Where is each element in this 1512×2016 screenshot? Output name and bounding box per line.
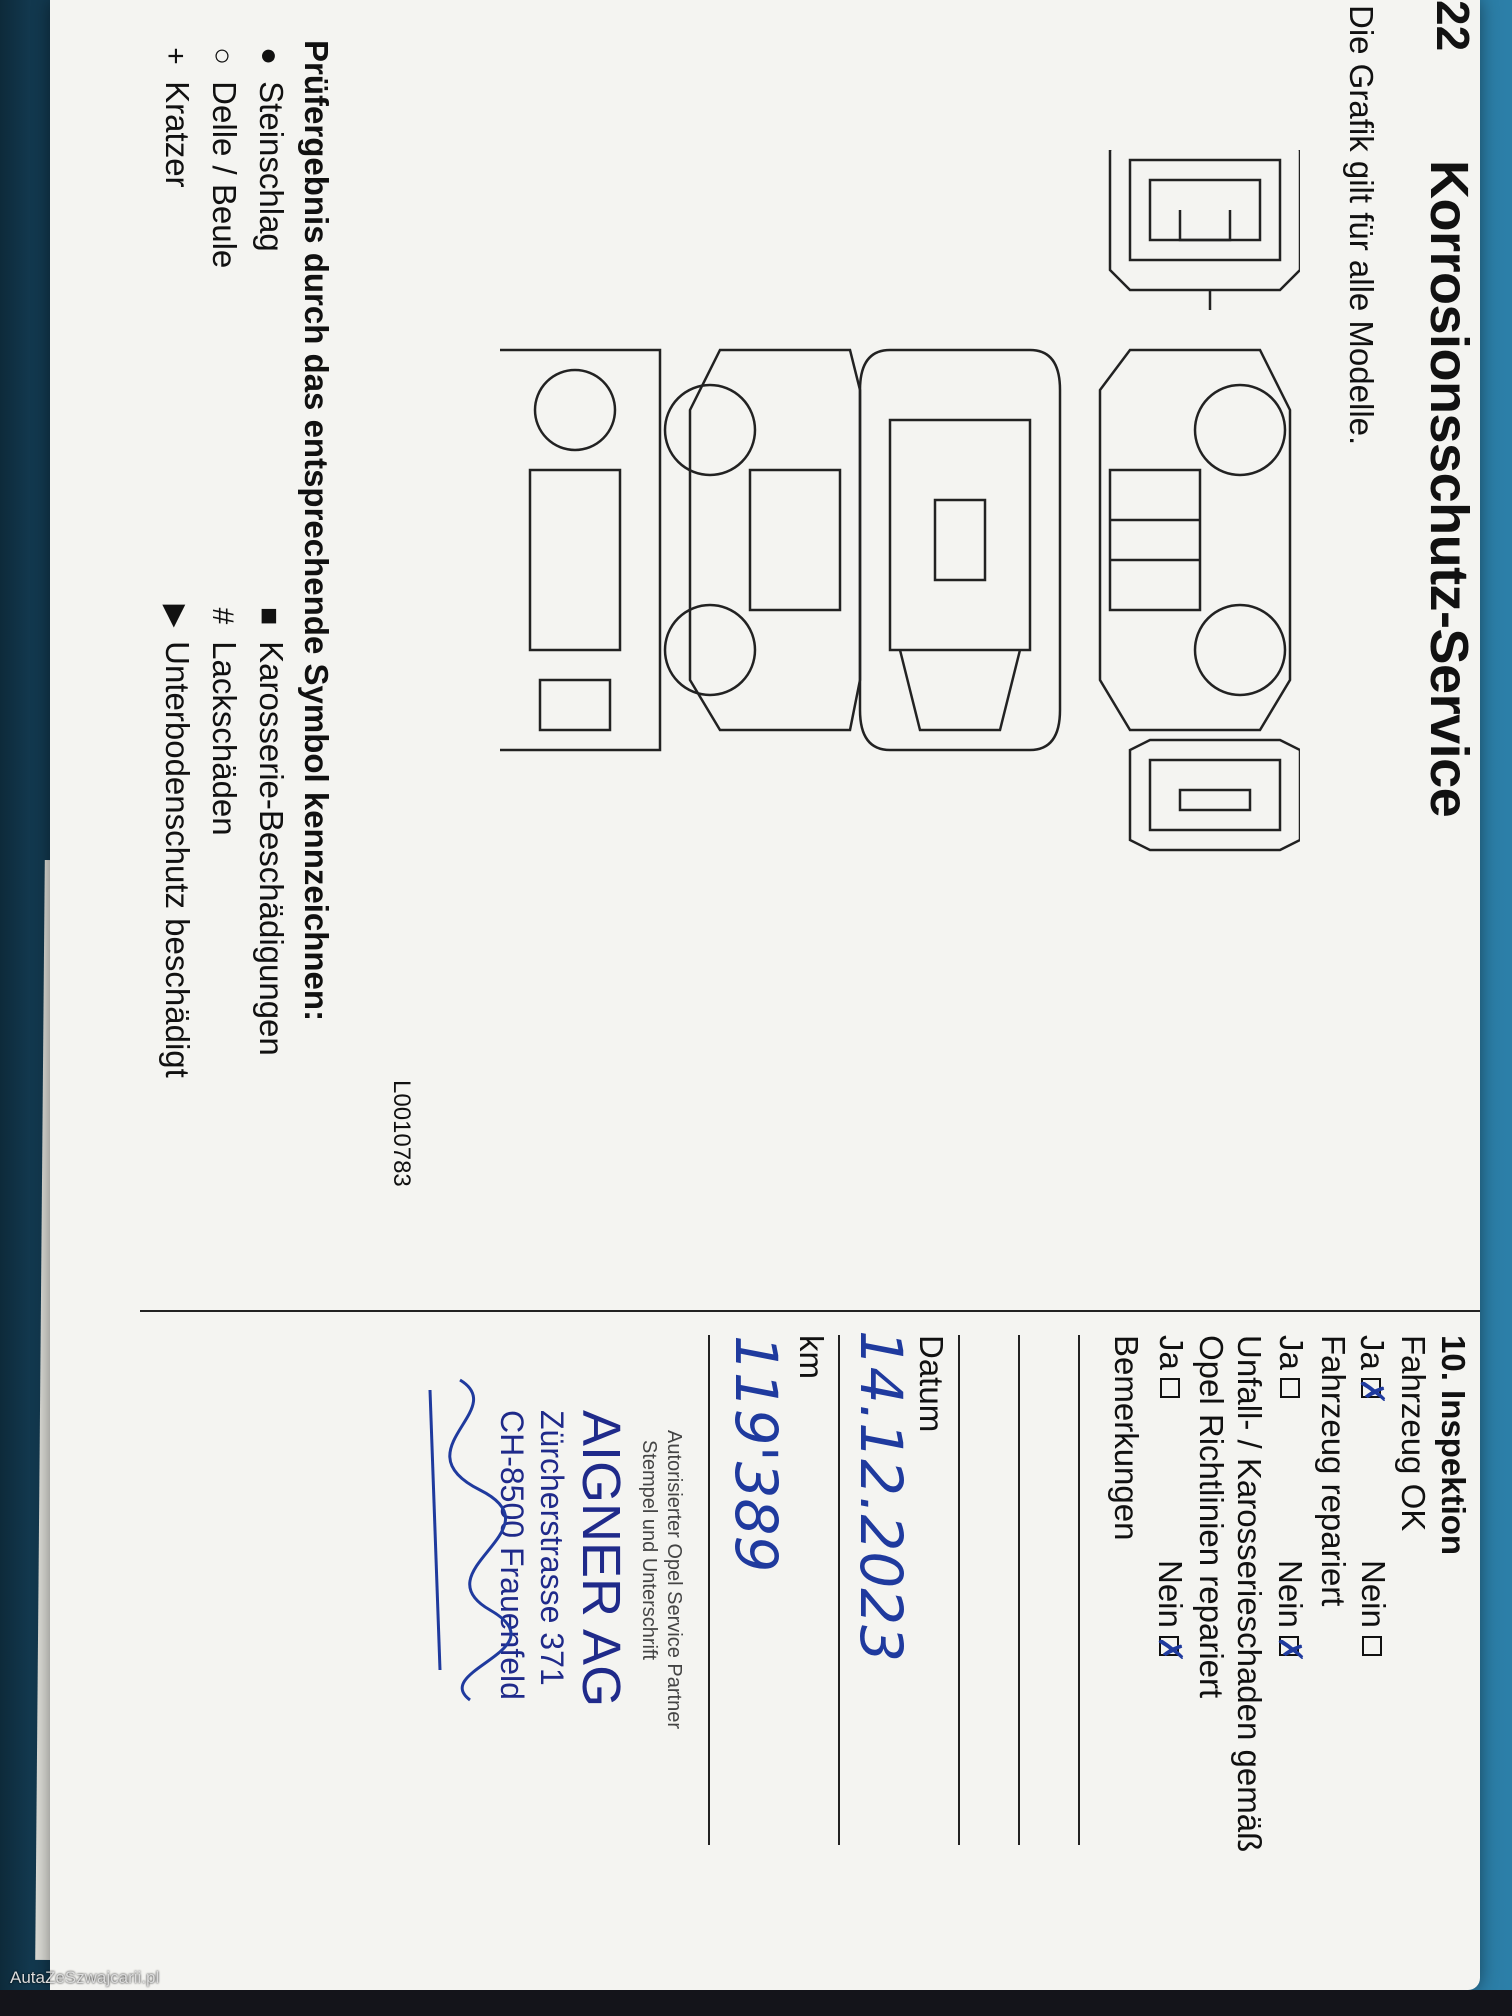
nein-label: Nein — [1272, 1560, 1309, 1628]
ja-checkbox[interactable] — [1160, 1378, 1180, 1398]
remarks-label: Bemerkungen — [1108, 1335, 1145, 1541]
legend-symbol: ○ — [206, 46, 239, 66]
stamp-caption-2: Stempel und Unterschrift — [638, 1440, 660, 1661]
repariert-ja[interactable] — [1272, 1335, 1310, 1398]
legend-label: Kratzer — [159, 81, 196, 188]
nein-checkbox[interactable] — [1362, 1636, 1382, 1656]
legend-item-lack — [205, 600, 243, 836]
car-diagram — [500, 150, 1300, 1050]
legend-item-kratzer — [158, 40, 196, 188]
legend-label: Lackschäden — [206, 641, 243, 836]
legend-symbol: ▶ — [159, 604, 192, 628]
km-label: km — [793, 1335, 830, 1379]
fahrzeug-ok-ja[interactable] — [1353, 1335, 1392, 1406]
unfall-label-1: Unfall- / Karosserieschaden gemäß — [1231, 1335, 1268, 1853]
left-side-drawing — [1100, 350, 1290, 730]
signature-drawing — [380, 1370, 520, 1710]
ja-label: Ja — [1153, 1335, 1190, 1370]
legend-item-delle — [205, 40, 243, 268]
date-label: Datum — [913, 1335, 950, 1433]
legend-label: Delle / Beule — [206, 81, 243, 269]
right-side-drawing — [665, 350, 860, 730]
diagram-subtitle: Die Grafik gilt für alle Modelle. — [1343, 5, 1380, 446]
front-view-drawing — [1110, 150, 1300, 310]
inspection-heading: 10. Inspektion — [1435, 1335, 1472, 1556]
remarks-line[interactable] — [1018, 1335, 1020, 1845]
ja-label: Ja — [1273, 1335, 1310, 1370]
watermark: AutaZeSzwajcarii.pl — [10, 1968, 160, 1987]
rotated-content — [50, 0, 1480, 2016]
check-mark-icon: ✗ — [1353, 1377, 1392, 1406]
page-number: 22 — [1427, 0, 1479, 52]
date-value: 14.12.2023 — [847, 1330, 915, 1663]
legend-heading: Prüfergebnis durch das entsprechende Symbol kennzeichnen: — [298, 40, 335, 1022]
legend-item-unterboden — [158, 600, 196, 1078]
ja-label: Ja — [1354, 1335, 1391, 1370]
fahrzeug-repariert-label: Fahrzeug repariert — [1315, 1335, 1352, 1607]
image-code: L0010783 — [388, 1080, 415, 1187]
fahrzeug-ok-nein[interactable] — [1354, 1560, 1392, 1656]
legend-symbol: + — [159, 47, 192, 65]
legend-item-karosserie — [252, 600, 290, 1056]
remarks-line[interactable] — [958, 1335, 960, 1845]
fahrzeug-ok-label: Fahrzeug OK — [1395, 1335, 1432, 1532]
page-title: Korrosionsschutz-Service — [1419, 160, 1479, 818]
nein-label: Nein — [1152, 1560, 1189, 1628]
column-divider — [140, 1310, 1480, 1312]
ja-checkbox[interactable] — [1280, 1378, 1300, 1398]
dark-bottom-edge — [0, 1990, 1512, 2016]
stamp-name: AIGNER AG — [571, 1410, 631, 1708]
check-mark-icon: ✗ — [1271, 1635, 1310, 1664]
legend-label: Karosserie-Beschädigungen — [253, 641, 290, 1056]
stamp-street: Zürcherstrasse 371 — [534, 1410, 570, 1686]
stamp-caption-1: Autorisierter Opel Service Partner — [663, 1430, 685, 1730]
repariert-nein[interactable] — [1271, 1560, 1310, 1664]
underbody-drawing — [500, 350, 660, 750]
legend-label: Steinschlag — [253, 81, 290, 252]
legend-symbol: ■ — [253, 606, 286, 626]
km-value: 119'389 — [722, 1335, 790, 1573]
nein-label: Nein — [1355, 1560, 1392, 1628]
unfall-ja[interactable] — [1152, 1335, 1190, 1398]
date-line[interactable] — [838, 1335, 840, 1845]
rear-view-drawing — [1130, 740, 1300, 850]
legend-item-steinschlag — [252, 40, 290, 252]
legend-symbol: # — [206, 607, 239, 625]
unfall-label-2: Opel Richtlinien repariert — [1193, 1335, 1230, 1699]
legend-label: Unterbodenschutz beschädigt — [159, 641, 196, 1078]
remarks-line[interactable] — [1078, 1335, 1080, 1845]
km-line[interactable] — [708, 1335, 710, 1845]
stamp-city: CH-8500 Frauenfeld — [494, 1410, 530, 1700]
booklet-page — [50, 0, 1480, 1990]
check-mark-icon: ✗ — [1151, 1635, 1190, 1664]
unfall-nein[interactable] — [1151, 1560, 1190, 1664]
legend-symbol: ● — [253, 46, 286, 66]
top-view-drawing — [860, 350, 1060, 750]
